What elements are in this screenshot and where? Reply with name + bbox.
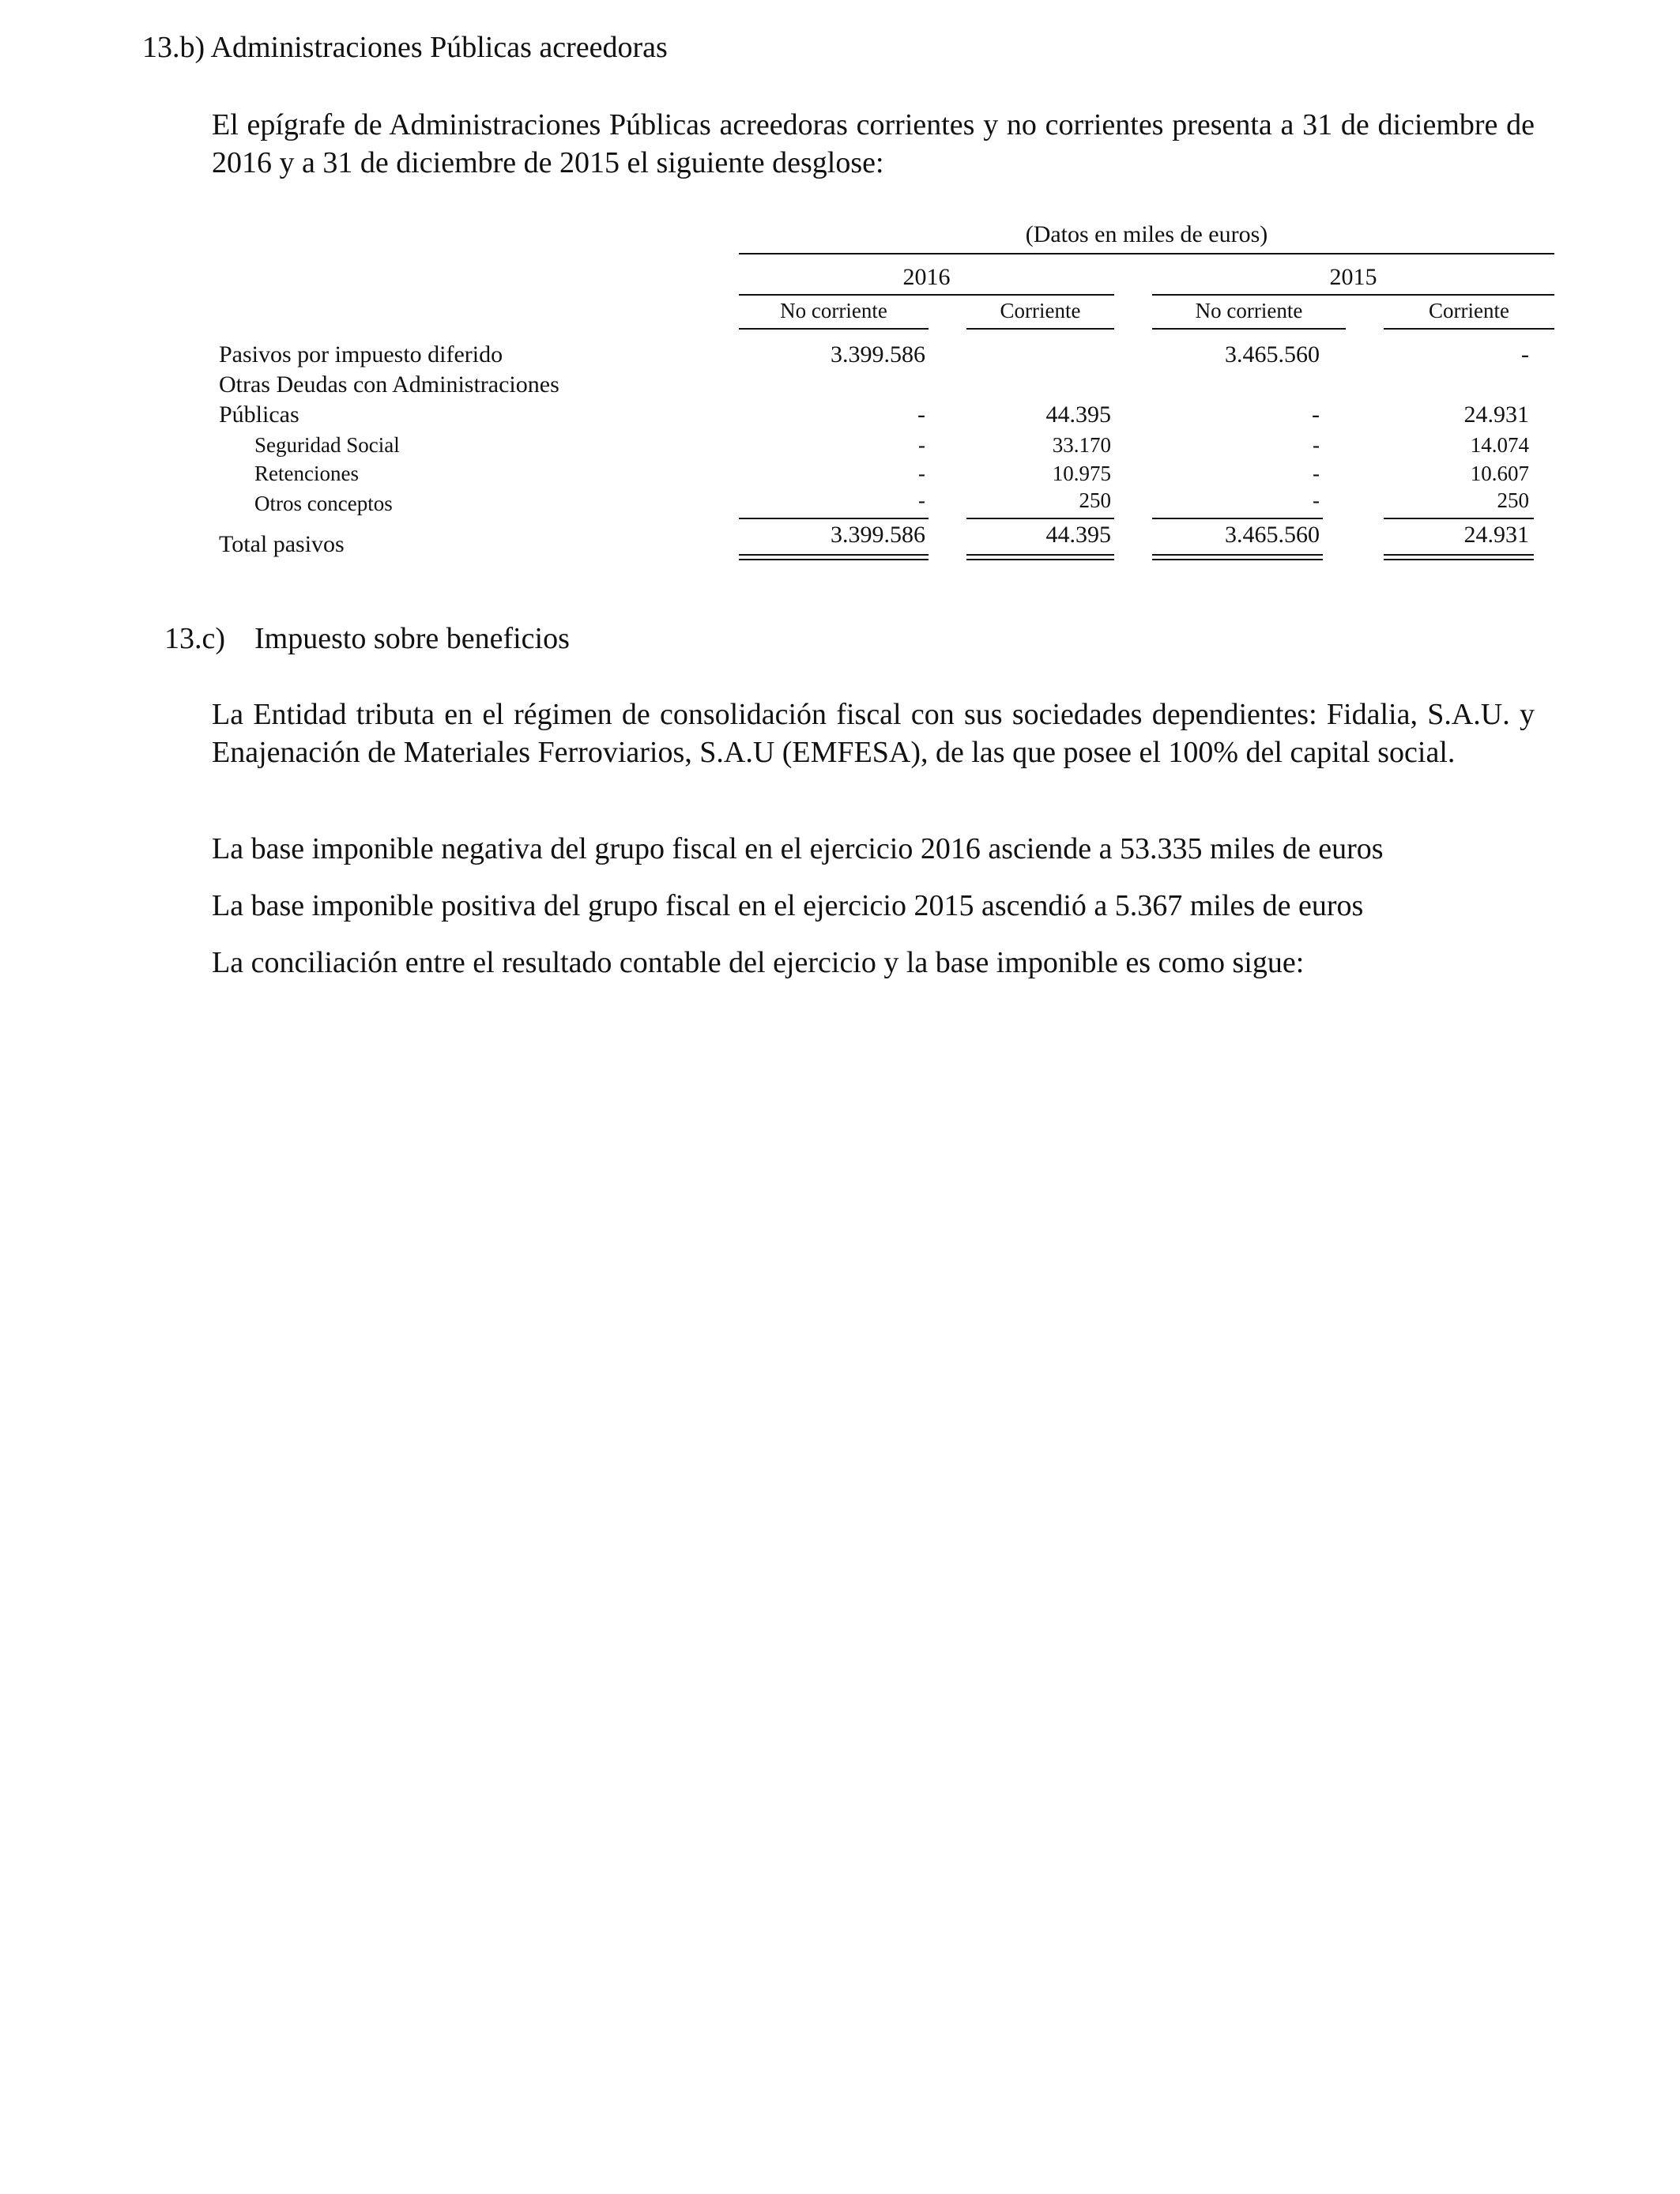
row-value: -	[1313, 488, 1320, 512]
total-value: 3.465.560	[1225, 522, 1320, 548]
row-value: -	[918, 488, 925, 512]
row-value: 14.074	[1470, 433, 1529, 457]
section-c-paragraph-2: La base imponible negativa del grupo fiscal en el ejercicio 2016 asciende a 53.335 miles de euros	[212, 832, 1384, 865]
total-double-rule-2b	[966, 559, 1114, 560]
section-c-heading-text: Impuesto sobre beneficios	[254, 622, 570, 655]
total-double-rule-3a	[1152, 554, 1323, 556]
subtotal-rule-3	[1152, 518, 1323, 519]
row-label: Seguridad Social	[254, 433, 400, 457]
year-header-2015: 2015	[1329, 264, 1377, 290]
subheader-rule-3	[1152, 328, 1346, 330]
section-b-intro: El epígrafe de Administraciones Públicas acreedoras corrientes y no corrientes presenta a 31 de diciembre de 2016 y a 31 de diciembre de 2015 el siguiente desglose:	[212, 108, 1535, 179]
total-double-rule-3b	[1152, 559, 1323, 560]
row-value: -	[917, 401, 925, 428]
row-value: 10.607	[1470, 462, 1529, 485]
section-c-heading-number: 13.c)	[164, 622, 226, 655]
total-value: 3.399.586	[831, 522, 925, 548]
subtotal-rule-2	[966, 518, 1114, 519]
row-value: 24.931	[1463, 401, 1529, 428]
total-double-rule-1a	[739, 554, 929, 556]
subheader-no-corriente-2015: No corriente	[1195, 299, 1303, 322]
row-value: -	[1312, 401, 1320, 428]
section-c-paragraph-3: La base imponible positiva del grupo fiscal en el ejercicio 2015 ascendió a 5.367 miles de euros	[212, 889, 1364, 922]
row-value: -	[918, 462, 925, 485]
subheader-corriente-2016: Corriente	[1000, 299, 1081, 322]
row-label: Otras Deudas con Administraciones	[219, 371, 559, 398]
row-value: -	[918, 433, 925, 457]
total-value: 24.931	[1463, 522, 1529, 548]
section-b-heading: 13.b) Administraciones Públicas acreedoras	[142, 31, 668, 64]
year-rule-2015	[1152, 294, 1554, 296]
row-value: 250	[1497, 488, 1529, 512]
row-value: -	[1313, 433, 1320, 457]
total-double-rule-4b	[1384, 559, 1534, 560]
row-value: 33.170	[1052, 433, 1111, 457]
row-value: -	[1521, 341, 1529, 368]
row-value: 3.399.586	[831, 341, 925, 368]
section-c-paragraph-1: La Entidad tributa en el régimen de consolidación fiscal con sus sociedades dependientes: Fidalia, S.A.U. y Enajenación de Materiales Ferroviarios, S.A.U (EMFESA), de las que posee el 100% del capital social.	[212, 698, 1535, 769]
row-value: 250	[1079, 488, 1111, 512]
table-unit-caption: (Datos en miles de euros)	[1025, 221, 1268, 247]
total-double-rule-1b	[739, 559, 929, 560]
total-double-rule-4a	[1384, 554, 1534, 556]
total-label: Total pasivos	[219, 531, 345, 557]
total-double-rule-2a	[966, 554, 1114, 556]
subheader-no-corriente-2016: No corriente	[780, 299, 887, 322]
subheader-rule-2	[966, 328, 1114, 330]
year-rule-2016	[739, 294, 1114, 296]
subheader-rule-4	[1384, 328, 1554, 330]
row-value: 44.395	[1045, 401, 1111, 428]
year-header-2016: 2016	[902, 264, 951, 290]
subtotal-rule-1	[739, 518, 929, 519]
subheader-rule-1	[739, 328, 929, 330]
row-label: Otros conceptos	[254, 492, 393, 515]
total-value: 44.395	[1045, 522, 1111, 548]
row-value: 3.465.560	[1225, 341, 1320, 368]
subheader-corriente-2015: Corriente	[1429, 299, 1509, 322]
table-top-rule	[739, 253, 1554, 254]
row-label: Retenciones	[254, 462, 359, 485]
row-value: -	[1313, 462, 1320, 485]
section-c-paragraph-4: La conciliación entre el resultado contable del ejercicio y la base imponible es como sigue:	[212, 946, 1305, 979]
subtotal-rule-4	[1384, 518, 1534, 519]
row-value: 10.975	[1052, 462, 1111, 485]
row-label: Públicas	[219, 401, 299, 428]
row-label: Pasivos por impuesto diferido	[219, 341, 503, 368]
